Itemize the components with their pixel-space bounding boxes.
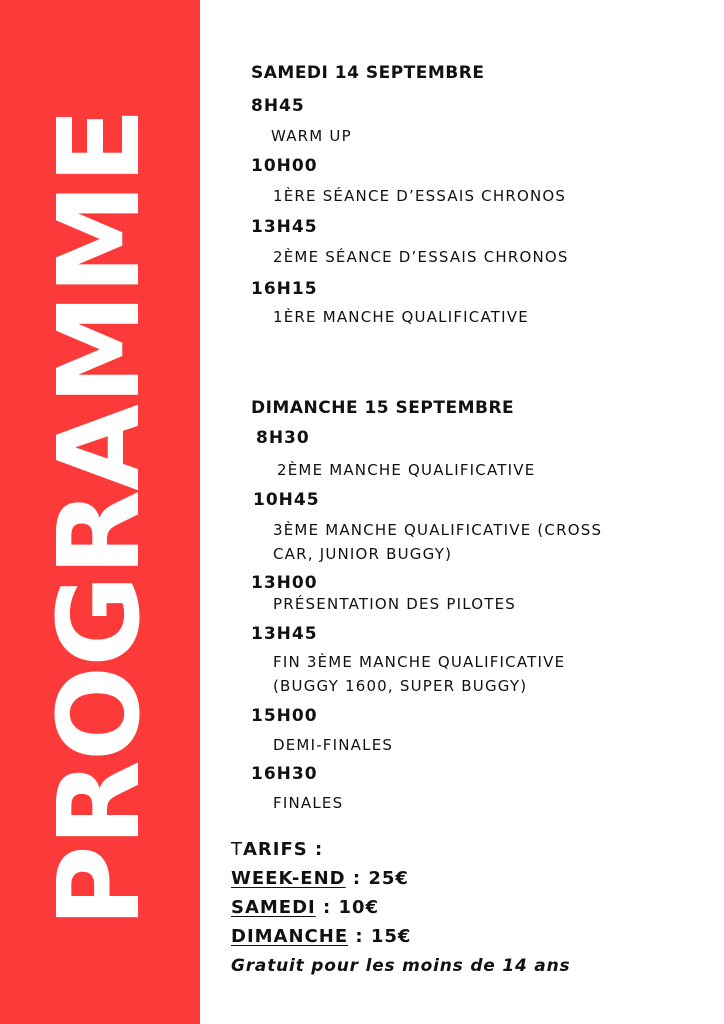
sunday-time-5: 15H00 <box>251 706 318 726</box>
red-side-band <box>0 0 200 1024</box>
tarif-sunday-price: : 15€ <box>348 926 412 947</box>
sunday-event-1: 2ÈME MANCHE QUALIFICATIVE <box>277 461 536 479</box>
sunday-time-4: 13H45 <box>251 624 318 644</box>
tarif-saturday <box>231 897 379 918</box>
tarif-weekend <box>231 868 409 889</box>
saturday-time-2: 10H00 <box>251 156 318 176</box>
saturday-event-1: WARM UP <box>271 127 352 145</box>
saturday-heading: SAMEDI 14 SEPTEMBRE <box>251 63 485 83</box>
tarifs-heading: TARIFS : <box>231 839 324 860</box>
saturday-event-2: 1ÈRE SÉANCE D’ESSAIS CHRONOS <box>273 187 567 205</box>
saturday-event-3: 2ÈME SÉANCE D’ESSAIS CHRONOS <box>273 248 569 266</box>
saturday-event-4: 1ÈRE MANCHE QUALIFICATIVE <box>273 308 529 326</box>
tarif-sunday-label: DIMANCHE <box>231 926 349 947</box>
saturday-time-1: 8H45 <box>251 96 305 116</box>
tarif-saturday-label: SAMEDI <box>231 897 316 918</box>
sunday-event-3: PRÉSENTATION DES PILOTES <box>273 595 517 613</box>
programme-vertical-title: PROGRAMME <box>35 108 165 928</box>
sunday-heading: DIMANCHE 15 SEPTEMBRE <box>251 398 515 418</box>
sunday-time-1: 8H30 <box>256 428 310 448</box>
free-entry-note: Gratuit pour les moins de 14 ans <box>231 956 571 976</box>
sunday-event-2-line2: CAR, JUNIOR BUGGY) <box>273 545 453 563</box>
sunday-event-5: DEMI-FINALES <box>273 736 394 754</box>
tarif-weekend-label: WEEK-END <box>231 868 346 889</box>
tarif-saturday-price: : 10€ <box>315 897 380 918</box>
saturday-time-4: 16H15 <box>251 279 318 299</box>
sunday-event-4-line2: (BUGGY 1600, SUPER BUGGY) <box>273 677 528 695</box>
tarif-sunday <box>231 926 411 947</box>
tarif-weekend-price: : 25€ <box>345 868 409 889</box>
sunday-event-4-line1: FIN 3ÈME MANCHE QUALIFICATIVE <box>273 653 566 671</box>
sunday-time-2: 10H45 <box>253 490 320 510</box>
sunday-event-2-line1: 3ÈME MANCHE QUALIFICATIVE (CROSS <box>273 521 603 539</box>
sunday-event-6: FINALES <box>273 794 344 812</box>
sunday-time-6: 16H30 <box>251 764 318 784</box>
sunday-time-3: 13H00 <box>251 573 318 593</box>
saturday-time-3: 13H45 <box>251 217 318 237</box>
